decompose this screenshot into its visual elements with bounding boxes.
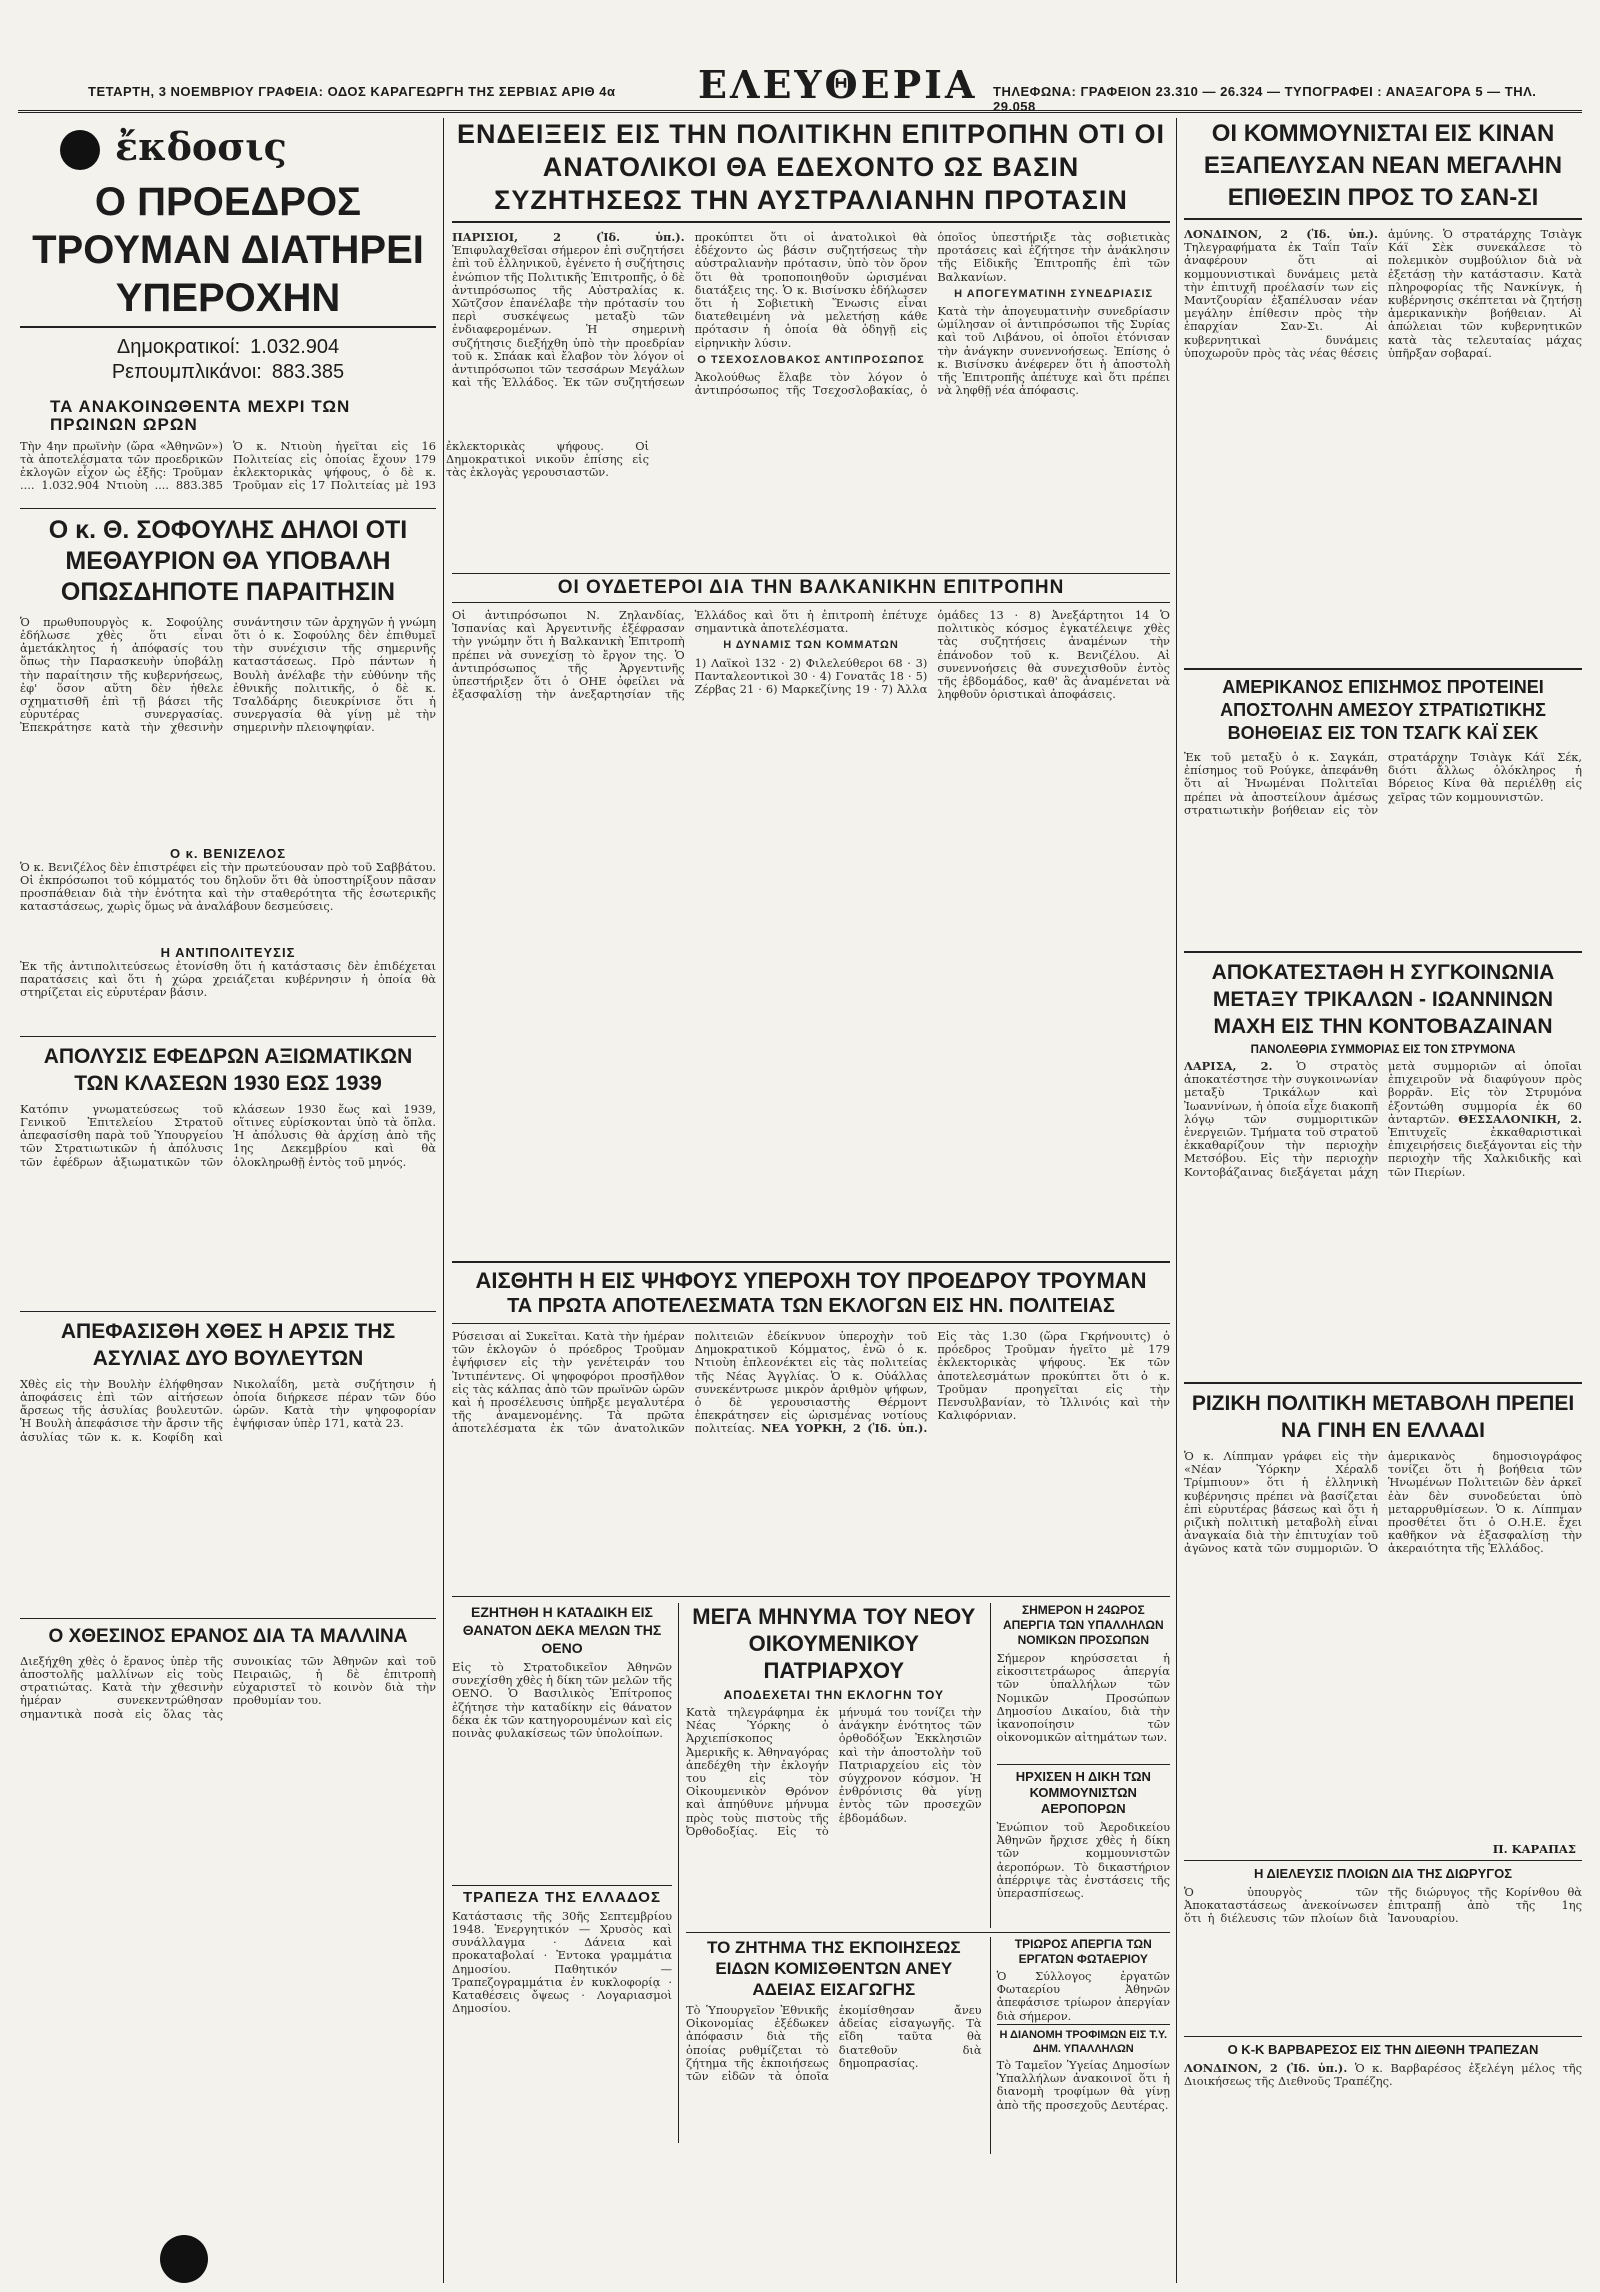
airmen-trial-headline: ΗΡΧΙΣΕΝ Η ΔΙΚΗ ΤΩΝ ΚΟΜΜΟΥΝΙΣΤΩΝ ΑΕΡΟΠΟΡΩΝ bbox=[997, 1764, 1170, 1817]
democrats-row bbox=[20, 336, 436, 359]
article-byline: Π. ΚΑΡΑΠΑΣ bbox=[1492, 1842, 1576, 1856]
thessaloniki-dateline: ΘΕΣΣΑΛΟΝΙΚΗ, 2. bbox=[1458, 1111, 1582, 1126]
woollens-article: Διεξήχθη χθὲς ὁ ἔρανος ὑπὲρ τῆς ἀποστολῆς μαλλίνων εἰς τοὺς στρατιώτας. Κατὰ τὴν χθεσινὴν ἡμέραν συνεκεντρώθησαν σημαντικὰ ποσὰ εἰς ὅλας τὰς συνοικίας τῶν Ἀθηνῶν καὶ τοῦ Πειραιῶς, ἡ δὲ ἐπιτροπὴ εὐχαριστεῖ τὸ κοινὸν διὰ τὴν προθυμίαν του. bbox=[20, 1653, 436, 1721]
results-article: Τὴν 4ην πρωϊνὴν (ὥρα «Ἀθηνῶν») τὰ ἀποτελέσματα τῶν προεδρικῶν ἐκλογῶν εἶχον ὡς ἑξῆς: Τροῦμαν .... 1.032.904 Ντιοὺη .... 883.385 Ὁ κ. Ντιοὺη ἡγεῖται εἰς 16 Πολιτείας εἰς ὁποίας ἔχουν 179 ἐκλεκτορικὰς ψήφους, ὁ δὲ κ. Τροῦμαν εἰς 17 Πολιτείας μὲ 193 ἐκλεκτορικὰς ψήφους. Οἱ Δημοκρατικοὶ νικοῦν ἐπίσης εἰς τὰς ἐκλογὰς γερουσιαστῶν. bbox=[20, 438, 649, 493]
patriarch-headline: ΜΕΓΑ ΜΗΝΥΜΑ ΤΟΥ ΝΕΟΥ ΟΙΚΟΥΜΕΝΙΚΟΥ ΠΑΤΡΙΑΡΧΟΥ bbox=[692, 1604, 976, 1684]
patriarch-subhead: ΑΠΟΔΕΧΕΤΑΙ ΤΗΝ ΕΚΛΟΓΗΝ ΤΟΥ bbox=[723, 1688, 945, 1703]
political-change-article: Ὁ κ. Λίππμαν γράφει εἰς τὴν «Νέαν Ὑόρκην Χέραλδ Τρίμπιουν» ὅτι ἡ ἑλληνικὴ κυβέρνησις πρέπει νὰ βασίζεται ἐπὶ εὐρυτέρας βάσεως καὶ ὅτι ἡ ριζικὴ πολιτικὴ μεταβολὴ εἶναι ἀναγκαία διὰ τὴν ἐπιτυχίαν τοῦ ἀγῶνος κατὰ τῶν συμμοριῶν. Ὁ ἀμερικανὸς δημοσιογράφος τονίζει ὅτι ἡ βοήθεια τῶν Ἡνωμένων Πολιτειῶν δὲν ἀρκεῖ ἐὰν δὲν συνοδεύεται ὑπὸ μεταρρυθμίσεων. Ὁ κ. Λίππμαν προσθέτει ὅτι ὁ Ο.Η.Ε. ἔχει καθῆκον νὰ ἐξασφαλίσῃ τὴν ἀκεραιότητα τῆς Ἑλλάδος. bbox=[1184, 1449, 1582, 1556]
canal-article: Ὁ ὑπουργὸς τῶν Ἀποκαταστάσεως ἀνεκοίνωσεν ὅτι ἡ διέλευσις τῶν πλοίων διὰ τῆς διώρυγος τῆς Κορίνθου θὰ ἐπιτραπῇ ἀπὸ τῆς 1ης Ἰανουαρίου. bbox=[1184, 1885, 1582, 1926]
election-article bbox=[452, 1330, 1170, 1592]
immunity-article: Χθὲς εἰς τὴν Βουλὴν ἐλήφθησαν ἀποφάσεις ἐπὶ τῶν αἰτήσεων ἄρσεως τῆς ἀσυλίας βουλευτῶν. Ἡ Βουλὴ ἀπεφάσισε τὴν ἄρσιν τῆς ἀσυλίας τῶν κ. κ. Κοφίδη καὶ Νικολαΐδη, μετὰ συζήτησιν ἡ ὁποία διήρκεσε πέραν τῶν δύο ὡρῶν. Κατὰ τὴν ψηφοφορίαν ἐψήφισαν ὑπὲρ 171, κατὰ 23. bbox=[20, 1376, 436, 1444]
political-change-headline: ΡΙΖΙΚΗ ΠΟΛΙΤΙΚΗ ΜΕΤΑΒΟΛΗ ΠΡΕΠΕΙ ΝΑ ΓΙΝΗ ΕΝ ΕΛΛΑΔΙ bbox=[1184, 1382, 1582, 1444]
imports-headline: ΤΟ ΖΗΤΗΜΑ ΤΗΣ ΕΚΠΟΙΗΣΕΩΣ ΕΙΔΩΝ ΚΟΜΙΣΘΕΝΤΩΝ ΑΝΕΥ ΑΔΕΙΑΣ ΕΙΣΑΓΩΓΗΣ bbox=[707, 1938, 961, 2000]
oeno-headline: ΕΖΗΤΗΘΗ Η ΚΑΤΑΔΙΚΗ ΕΙΣ ΘΑΝΑΤΟΝ ΔΕΚΑ ΜΕΛΩΝ ΤΗΣ ΟΕΝΟ bbox=[462, 1604, 662, 1657]
middle-column bbox=[452, 118, 1170, 2288]
first-results-headline: ΤΑ ΠΡΩΤΑ ΑΠΟΤΕΛΕΣΜΑΤΑ ΤΩΝ ΕΚΛΟΓΩΝ ΕΙΣ ΗΝ. ΠΟΛΙΤΕΙΑΣ bbox=[452, 1292, 1170, 1324]
gas-block bbox=[990, 1937, 1170, 2154]
political-world-body: Ὁ πολιτικὸς κόσμος ἐγκατέλειψε χθὲς τὰς συζητήσεις ἀναμένων τὴν ἐπάνοδον τοῦ κ. Βενιζέλου. Αἱ συνεννοήσεις θὰ συνεχισθοῦν ἐντὸς τῆς ἑβδομάδος, καθ' ἃς ἀναμένεται νὰ ληφθοῦν ὁριστικαὶ ἀποφάσεις. bbox=[937, 607, 1170, 702]
gas-strike-article: Ὁ Σύλλογος ἐργατῶν Φωταερίου Ἀθηνῶν ἀπεφάσισε τρίωρον ἀπεργίαν διὰ σήμερον. bbox=[996, 1969, 1170, 2023]
newspaper-title: ΕΛΕΥΘΕΡΙΑ bbox=[698, 62, 978, 107]
paris-dateline: ΠΑΡΙΣΙΟΙ, 2 (Ἰδ. ὑπ.). bbox=[452, 230, 685, 244]
patriarch-and-strike-row bbox=[686, 1603, 1170, 1928]
lawyers-strike-article: Σήμερον κηρύσσεται ἡ εἰκοσιτετράωρος ἀπεργία τῶν ὑπαλλήλων τῶν Νομικῶν Προσώπων Δημοσίου Δικαίου, διὰ τὴν ἱκανοποίησιν τῶν οἰκονομικῶν αἰτημάτων των. bbox=[996, 1651, 1170, 1745]
immunity-headline: ΑΠΕΦΑΣΙΣΘΗ ΧΘΕΣ Η ΑΡΣΙΣ ΤΗΣ ΑΣΥΛΙΑΣ ΔΥΟ ΒΟΥΛΕΥΤΩΝ bbox=[20, 1311, 436, 1372]
column-rule bbox=[1176, 118, 1177, 2283]
political-committee-headline: ΕΝΔΕΙΞΕΙΣ ΕΙΣ ΤΗΝ ΠΟΛΙΤΙΚΗΝ ΕΠΙΤΡΟΠΗΝ ΟΤΙ ΟΙ ΑΝΑΤΟΛΙΚΟΙ ΘΑ ΕΔΕΧΟΝΤΟ ΩΣ ΒΑΣΙΝ ΣΥΖΗΤΗΣΕΩΣ ΤΗΝ ΑΥΣΤΡΑΛΙΑΝΗΝ ΠΡΟΤΑΣΙΝ bbox=[452, 118, 1170, 223]
patriarch-block bbox=[686, 1603, 982, 1928]
truman-lead-headline: ΑΙΣΘΗΤΗ Η ΕΙΣ ΨΗΦΟΥΣ ΥΠΕΡΟΧΗ ΤΟΥ ΠΡΟΕΔΡΟΥ ΤΡΟΥΜΑΝ bbox=[452, 1261, 1170, 1292]
venizelos-article: Ὁ κ. Βενιζέλος δὲν ἐπιστρέφει εἰς τὴν πρωτεύουσαν πρὸ τοῦ Σαββάτου. Οἱ ἐκπρόσωποι τοῦ κόμματός του δηλοῦν ὅτι θὰ ὑποστηρίξουν πᾶσαν προσπάθειαν διὰ τὴν ἑνότητα καὶ τὴν σταθερότητα τῆς ἐσωτερικῆς καταστάσεως, χωρὶς ὅμως νὰ ἀναλάβουν δεσμεύσεις. bbox=[20, 859, 436, 914]
trikala-body: Ὁ στρατὸς ἀποκατέστησε τὴν συγκοινωνίαν μεταξὺ Τρικάλων καὶ Ἰωαννίνων, ἡ ὁποία εἶχε διακοπῆ λόγῳ τῶν συμμοριτικῶν ἐνεργειῶν. Τμήματα τοῦ στρατοῦ ἐκκαθαρίζουν τὴν περιοχὴν Μετσόβου. Εἰς τὴν περιοχὴν Κοντοβάζαινας διεξάγεται μάχη μετὰ συμμοριῶν αἱ ὁποῖαι ἐπιχειροῦν νὰ διαφύγουν πρὸς βορρᾶν. Εἰς τὸν Στρυμόνα ἐξοντώθη συμμορία ἐκ 60 ἀνταρτῶν. bbox=[1184, 1059, 1582, 1179]
ink-blot bbox=[60, 130, 100, 170]
czech-delegate-subhead: Ο ΤΣΕΧΟΣΛΟΒΑΚΟΣ ΑΝΤΙΠΡΟΣΩΠΟΣ bbox=[697, 353, 925, 366]
china-body: Τηλεγραφήματα ἐκ Ταΐπ Ταΐν ἀναφέρουν ὅτι αἱ κομμουνιστικαὶ δυνάμεις μετὰ τὴν ἐπιτυχῆ προέλασίν των εἰς Μαντζουρίαν ἐξαπέλυσαν νέαν μεγάλην ἐπίθεσιν πρὸς τὴν ἐπαρχίαν Σαν-Σι. Αἱ κυβερνητικαὶ δυνάμεις ὑποχωροῦν πρὸς τὰς νέας θέσεις ἀμύνης. Ὁ στρατάρχης Τσιὰγκ Κάϊ Σὲκ συνεκάλεσε τὸ πολεμικὸν συμβούλιον διὰ νὰ ἐξετάσῃ τὴν κατάστασιν. Κατὰ πληροφορίας τῆς Νανκίνγκ, ἡ κυβέρνησις σκέπτεται νὰ ζητήσῃ ἀμερικανικὴν βοήθειαν. Αἱ ἀπώλειαι τῶν κυβερνητικῶν κατὰ τὰς τελευταίας μάχας ὑπῆρξαν σοβαραί. bbox=[1184, 227, 1582, 360]
strike-block bbox=[990, 1603, 1170, 1928]
opposition-article: Ἐκ τῆς ἀντιπολιτεύσεως ἐτονίσθη ὅτι ἡ κατάστασις δὲν ἐπιδέχεται παρατάσεις καὶ ὅτι ἡ χώρα χρειάζεται κυβέρνησιν ἡ ὁποία θὰ στηρίζεται εἰς εὐρυτέραν βάσιν. bbox=[20, 958, 436, 1000]
food-distribution-article: Τὸ Ταμεῖον Ὑγείας Δημοσίων Ὑπαλλήλων ἀνακοινοῖ ὅτι ἡ διανομὴ τροφίμων θὰ γίνῃ ἀπὸ τῆς προσεχοῦς Δευτέρας. bbox=[996, 2058, 1170, 2112]
varvaresos-body: Ὁ κ. Βαρβαρέσος ἐξελέγη μέλος τῆς Διοικήσεως τῆς Διεθνοῦς Τραπέζης. bbox=[1184, 2061, 1582, 2089]
china-headline: ΟΙ ΚΟΜΜΟΥΝΙΣΤΑΙ ΕΙΣ ΚΙΝΑΝ ΕΞΑΠΕΛΥΣΑΝ ΝΕΑΝ ΜΕΓΑΛΗΝ ΕΠΙΘΕΣΙΝ ΠΡΟΣ ΤΟ ΣΑΝ-ΣΙ bbox=[1184, 118, 1582, 220]
truman-headline: Ο ΠΡΟΕΔΡΟΣ ΤΡΟΥΜΑΝ ΔΙΑΤΗΡΕΙ ΥΠΕΡΟΧΗΝ bbox=[20, 178, 436, 328]
republicans-value: 883.385 bbox=[271, 361, 345, 383]
gas-strike-headline: ΤΡΙΩΡΟΣ ΑΠΕΡΓΙΑ ΤΩΝ ΕΡΓΑΤΩΝ ΦΩΤΑΕΡΙΟΥ bbox=[1014, 1937, 1152, 1967]
afternoon-session-body: Κατὰ τὴν ἀπογευματινὴν συνεδρίασιν ὡμίλησαν οἱ ἀντιπρόσωποι τῆς Συρίας καὶ τοῦ Λιβάνου, οἱ ὁποῖοι ἐτόνισαν τὴν ἀνάγκην συνεννοήσεως. bbox=[937, 304, 1170, 358]
trikala-article bbox=[1184, 1060, 1582, 1382]
czech-delegate-body: Ἀκολούθως ἔλαβε τὸν λόγον ὁ ἀντιπρόσωπος τῆς Τσεχοσλοβακίας, ὁ ὁποῖος ὑπεστήριξε τὰς σοβιετικὰς προτάσεις καὶ ἐζήτησε τὴν ἀνάκλησιν τῆς Εἰδικῆς Ἐπιτροπῆς ἐπὶ τῶν Βαλκανίων. bbox=[694, 230, 1170, 398]
reservists-headline: ΑΠΟΛΥΣΙΣ ΕΦΕΔΡΩΝ ΑΞΙΩΜΑΤΙΚΩΝ ΤΩΝ ΚΛΑΣΕΩΝ 1930 ΕΩΣ 1939 bbox=[20, 1036, 436, 1097]
ink-blot bbox=[160, 2235, 208, 2283]
lawyers-strike-headline: ΣΗΜΕΡΟΝ Η 24ΩΡΟΣ ΑΠΕΡΓΙΑ ΤΩΝ ΥΠΑΛΛΗΛΩΝ ΝΟΜΙΚΩΝ ΠΡΟΣΩΠΩΝ bbox=[1002, 1603, 1164, 1648]
london-dateline-2: ΛΟΝΔΙΝΟΝ, 2 (Ἰδ. ὑπ.). bbox=[1184, 2061, 1348, 2075]
afternoon-session-subhead: Η ΑΠΟΓΕΥΜΑΤΙΝΗ ΣΥΝΕΔΡΙΑΣΙΣ bbox=[954, 287, 1154, 300]
canal-headline: Η ΔΙΕΛΕΥΣΙΣ ΠΛΟΙΩΝ ΔΙΑ ΤΗΣ ΔΙΩΡΥΓΟΣ bbox=[1184, 1860, 1582, 1882]
masthead bbox=[18, 62, 1582, 113]
us-aid-article: Ἐκ τοῦ μεταξὺ ὁ κ. Σαγκάπ, ἐπίσημος τοῦ Ρούγκε, ἀπεφάνθη ὅτι αἱ Ἡνωμέναι Πολιτεῖαι πρέπει νὰ ἀποστείλουν ἀμέσως στρατιωτικὴν βοήθειαν εἰς τὸν στρατάρχην Τσιὰγκ Κάϊ Σέκ, διότι ἄλλως ὁλόκληρος ἡ Βόρειος Κίνα θὰ περιέλθῃ εἰς χεῖρας τῶν κομμουνιστῶν. bbox=[1184, 750, 1582, 817]
right-column bbox=[1184, 118, 1582, 2288]
thessaloniki-body: Ἐπιτυχεῖς ἐκκαθαριστικαὶ ἐπιχειρήσεις διεξάγονται εἰς τὴν περιοχὴν τῆς Χαλκιδικῆς καὶ τῶν Πιερίων. bbox=[1388, 1125, 1582, 1179]
bank-headline: ΤΡΑΠΕΖΑ ΤΗΣ ΕΛΛΑΔΟΣ bbox=[452, 1885, 672, 1906]
trikala-headline: ΑΠΟΚΑΤΕΣΤΑΘΗ Η ΣΥΓΚΟΙΝΩΝΙΑ ΜΕΤΑΞΥ ΤΡΙΚΑΛΩΝ - ΙΩΑΝΝΙΝΩΝ ΜΑΧΗ ΕΙΣ ΤΗΝ ΚΟΝΤΟΒΑΖΑΙΝΑΝ bbox=[1184, 951, 1582, 1040]
china-article bbox=[1184, 228, 1582, 668]
imports-article: Τὸ Ὑπουργεῖον Ἐθνικῆς Οἰκονομίας ἐξέδωκεν ἀπόφασιν διὰ τῆς ὁποίας ρυθμίζεται τὸ ζήτημα τῆς ἐκποιήσεως τῶν εἰδῶν τὰ ὁποῖα ἐκομίσθησαν ἄνευ ἀδείας εἰσαγωγῆς. Τὰ εἴδη ταῦτα θὰ διατεθοῦν διὰ δημοπρασίας. bbox=[686, 2003, 982, 2084]
varvaresos-headline: Ο Κ-Κ ΒΑΡΒΑΡΕΣΟΣ ΕΙΣ ΤΗΝ ΔΙΕΘΝΗ ΤΡΑΠΕΖΑΝ bbox=[1184, 2036, 1582, 2058]
republicans-row bbox=[20, 361, 436, 384]
lower-middle-section bbox=[452, 1596, 1170, 2157]
column-rule bbox=[443, 118, 444, 2283]
election-body: Ρύσεισαι αἱ Συκεῖται. Κατὰ τὴν ἡμέραν τῶν ἐκλογῶν ὁ πρόεδρος Τροῦμαν ἐψήφισεν εἰς τὴν γενέτειράν του Ἰντιπέντενς. Οἱ ψηφοφόροι προσῆλθον εἰς τὰς κάλπας ἀπὸ τῶν πρωϊνῶν ὡρῶν καὶ ἡ προσέλευσις ὑπῆρξε μεγαλυτέρα τῆς ἀναμενομένης. Τὰ πρῶτα ἀποτελέσματα ἐκ τῶν ἀνατολικῶν πολιτειῶν ἐδείκνυον ὑπεροχὴν τοῦ Δημοκρατικοῦ Κόμματος, ἐνῶ ὁ κ. Ντιοὺη ἐπλεονέκτει εἰς τὰς πολιτείας τῆς Νέας Ἀγγλίας. Ὁ κ. Οὐάλλας συνεκέντρωσε μικρὸν ἀριθμὸν ψήφων, ὁ δὲ γερουσιαστὴς Θέρμοντ ἐπεκράτησεν εἰς ὡρισμένας νοτίους πολιτείας. bbox=[452, 1329, 928, 1436]
imports-and-gas-row bbox=[686, 1932, 1170, 2154]
bank-statement: Κατάστασις τῆς 30ῆς Σεπτεμβρίου 1948. Ἐνεργητικόν — Χρυσὸς καὶ συνάλλαγμα · Δάνεια καὶ προκαταβολαί · Ἐντοκα γραμμάτια Δημοσίου. Παθητικόν — Τραπεζογραμμάτια ἐν κυκλοφορίᾳ · Καταθέσεις ὄψεως · Λογαριασμοὶ Δημοσίου. bbox=[452, 1908, 672, 2016]
sofoulis-article: Ὁ πρωθυπουργὸς κ. Σοφούλης ἐδήλωσε χθὲς ὅτι εἶναι ἀμετάκλητος ἡ ἀπόφασίς του ὅπως τὴν Παρασκευὴν ὑποβάλῃ τὴν παραίτησιν τῆς κυβερνήσεως, ἐφ' ὅσον αὕτη δὲν ἠθελε σχηματισθῆ ἐπὶ τῇ βάσει τῆς εὐρυτέρας συνεργασίας. Ἐπεκράτησε κατὰ τὴν χθεσινὴν συνάντησιν τῶν ἀρχηγῶν ἡ γνώμη ὅτι ὁ κ. Σοφούλης δὲν ἐπιθυμεῖ τὴν συνέχισιν τῆς σημερινῆς καταστάσεως. Πρὸ πάντων ἡ Βουλὴ ἀνέλαβε τὴν εὐθύνην τῆς ἐθνικῆς πολιτικῆς, ὁ δὲ κ. Τσαλδάρης διευκρίνισε ὅτι ἡ συνεργασία θὰ γίνῃ μὲ τὴν σημερινὴν πλειοψηφίαν. bbox=[20, 614, 436, 735]
imports-block bbox=[686, 1937, 982, 2154]
party-strength-list: 1) Λαϊκοὶ 132 · 2) Φιλελεύθεροι 68 · 3) Πανταλεοντικοὶ 30 · 4) Γονατᾶς 18 · 5) Ζέρβας 21 · 6) Μαρκεζίνης 19 · 7) Ἀλλα ὁμάδες 13 · 8) Ἀνεξάρτητοι 14 bbox=[694, 607, 1150, 696]
political-committee-body: Ἐπιφυλαχθεῖσαι σήμερον ἐπὶ συζητήσει ἐπὶ τοῦ ἑλληνικοῦ, ἐγένετο ἡ συζήτησις ἐνώπιον τῆς Πολιτικῆς Ἐπιτροπῆς, ὁ δὲ ἀντιπρόσωπος τῆς Αὐστραλίας κ. Χῶτζσον ἐπανέλαβε τὴν πρότασίν του περὶ συσκέψεως μεταξὺ τῶν ἐνδιαφερομένων. Ἡ σημερινὴ συζήτησις διεξήχθη ὑπὸ τὴν προεδρίαν τοῦ κ. Σπάακ καὶ ἔλαβον τὸν λόγον οἱ ἀντιπρόσωποι τῶν τεσσάρων Μεγάλων καὶ τῆς Ἑλλάδος. Ἐκ τῶν συζητήσεων προκύπτει ὅτι οἱ ἀνατολικοὶ θὰ ἐδέχοντο ὡς βάσιν συζητήσεως τὴν αὐστραλιανὴν πρότασιν, ὑπὸ τὸν ὅρον ὅτι θὰ τροποποιηθοῦν ὡρισμέναι διατάξεις της. Ὁ κ. Βισίνσκυ ἐδήλωσεν ὅτι ἡ Σοβιετικὴ Ἕνωσις εἶναι διατεθειμένη νὰ μελετήσῃ κάθε πρότασιν ἡ ὁποία θὰ ὁδηγῇ εἰς εἰρηνικὴν λύσιν. bbox=[452, 230, 928, 390]
woollens-headline: Ο ΧΘΕΣΙΝΟΣ ΕΡΑΝΟΣ ΔΙΑ ΤΑ ΜΑΛΛΙΝΑ bbox=[20, 1618, 436, 1649]
neutrals-headline: ΟΙ ΟΥΔΕΤΕΡΟΙ ΔΙΑ ΤΗΝ ΒΑΛΚΑΝΙΚΗΝ ΕΠΙΤΡΟΠΗΝ bbox=[452, 573, 1170, 603]
london-dateline: ΛΟΝΔΙΝΟΝ, 2 (Ἰδ. ὑπ.). bbox=[1184, 227, 1378, 241]
strymon-subhead: ΠΑΝΟΛΕΘΡΙΑ ΣΥΜΜΟΡΙΑΣ ΕΙΣ ΤΟΝ ΣΤΡΥΜΟΝΑ bbox=[1250, 1044, 1516, 1056]
column-rule bbox=[678, 1603, 679, 2143]
neutrals-body: Οἱ ἀντιπρόσωποι Ν. Ζηλανδίας, Ἰσπανίας καὶ Ἀργεντινῆς ἐξέφρασαν τὴν γνώμην ὅτι ἡ Βαλκανικὴ Ἐπιτροπὴ πρέπει νὰ συνεχίσῃ τὸ ἔργον της. Ὁ ἀντιπρόσωπος τῆς Ἀργεντινῆς ὑπεστήριξεν ὅτι ὁ ΟΗΕ ὀφείλει νὰ ἐξασφαλίσῃ τὴν ἀνεξαρτησίαν τῆς Ἑλλάδος καὶ ὅτι ἡ ἐπιτροπὴ ἐπέτυχε σημαντικὰ ἀποτελέσματα. bbox=[452, 607, 928, 702]
opposition-subhead: Η ΑΝΤΙΠΟΛΙΤΕΥΣΙΣ bbox=[160, 944, 296, 960]
new-york-dateline: ΝΕΑ ΥΟΡΚΗ, 2 (Ἰδ. ὑπ.). bbox=[761, 1421, 928, 1436]
larisa-dateline: ΛΑΡΙΣΑ, 2. bbox=[1184, 1059, 1273, 1073]
democrats-label: Δημοκρατικοί: bbox=[116, 336, 241, 358]
vyshinsky-body: Ἐπίσης ὁ κ. Βισίνσκυ ἀνέφερεν ὅτι ἡ ἀποστολὴ τῆς Ἐπιτροπῆς ἀπέτυχε καὶ ὅτι πρέπει νὰ ληφθῇ νέα ἀπόφασις. bbox=[937, 343, 1170, 398]
airmen-trial-article: Ἐνώπιον τοῦ Ἀεροδικείου Ἀθηνῶν ἤρχισε χθὲς ἡ δίκη τῶν κομμουνιστῶν ἀεροπόρων. Τὸ δικαστήριον ἀπέρριψε τὰς ἐνστάσεις τῆς ὑπερασπίσεως. bbox=[996, 1820, 1170, 1901]
edition-kicker: ἔκδοσις bbox=[115, 124, 287, 169]
masthead-phones: ΤΗΛΕΦΩΝΑ: ΓΡΑΦΕΙΟΝ 23.310 — 26.324 — ΤΥΠΟΓΡΑΦΕΙ : ΑΝΑΞΑΓΟΡΑ 5 — ΤΗΛ. 29.058 bbox=[993, 84, 1537, 114]
political-committee-article bbox=[452, 231, 1170, 569]
venizelos-subhead: Ο κ. ΒΕΝΙΖΕΛΟΣ bbox=[169, 845, 287, 861]
new-york-body: Εἰς τὰς 1.30 (ὥρα Γκρήνουιτς) ὁ πρόεδρος Τροῦμαν ἡγεῖτο μὲ 179 ἐκλεκτορικὰς ψήφους. Ἐκ τῶν ἀποτελεσμάτων προκύπτει ὅτι ὁ κ. Τροῦμαν προηγεῖται εἰς τὴν Πενσυλβανίαν, τὸ Ἰλλινόις καὶ τὴν Καλιφόρνιαν. bbox=[937, 1329, 1170, 1423]
democrats-value: 1.032.904 bbox=[250, 336, 340, 358]
results-subhead: ΤΑ ΑΝΑΚΟΙΝΩΘΕΝΤΑ ΜΕΧΡΙ ΤΩΝ ΠΡΩΙΝΩΝ ΩΡΩΝ bbox=[50, 397, 351, 434]
food-distribution-headline: Η ΔΙΑΝΟΜΗ ΤΡΟΦΙΜΩΝ ΕΙΣ Τ.Υ. ΔΗΜ. ΥΠΑΛΛΗΛΩΝ bbox=[997, 2024, 1170, 2056]
lower-middle-left bbox=[452, 1603, 672, 2153]
varvaresos-article bbox=[1184, 2062, 1582, 2112]
masthead-date-address: ΤΕΤΑΡΤΗ, 3 ΝΟΕΜΒΡΙΟΥ ΓΡΑΦΕΙΑ: ΟΔΟΣ ΚΑΡΑΓΕΩΡΓΗ ΤΗΣ ΣΕΡΒΙΑΣ ΑΡΙΘ 4α bbox=[88, 84, 616, 99]
republicans-label: Ρεπουμπλικάνοι: bbox=[111, 361, 262, 383]
kicker-row bbox=[20, 118, 436, 178]
sofoulis-headline: Ο κ. Θ. ΣΟΦΟΥΛΗΣ ΔΗΛΟΙ ΟΤΙ ΜΕΘΑΥΡΙΟΝ ΘΑ ΥΠΟΒΑΛΗ ΟΠΩΣΔΗΠΟΤΕ ΠΑΡΑΙΤΗΣΙΝ bbox=[20, 508, 436, 608]
patriarch-article: Κατὰ τηλεγράφημα ἐκ Νέας Ὑόρκης ὁ Ἀρχιεπίσκοπος Ἀμερικῆς κ. Ἀθηναγόρας ἀπεδέχθη τὴν ἐκλογήν του εἰς τὸν Οἰκουμενικὸν Θρόνον καὶ ἀπηύθυνε μήνυμα πρὸς τοὺς πιστοὺς τῆς Ὀρθοδοξίας. Εἰς τὸ μήνυμά του τονίζει τὴν ἀνάγκην ἑνότητος τῶν ὀρθοδόξων Ἐκκλησιῶν καὶ τὴν ἀποστολὴν τοῦ Πατριαρχείου εἰς τὸν σύγχρονον κόσμον. Ἡ ἐνθρόνισις θὰ γίνῃ ἐντὸς τῶν προσεχῶν ἑβδομάδων. bbox=[686, 1705, 982, 1838]
lower-middle-right bbox=[686, 1603, 1170, 2153]
reservists-article: Κατόπιν γνωματεύσεως τοῦ Γενικοῦ Ἐπιτελείου Στρατοῦ ἀπεφασίσθη παρὰ τοῦ Ὑπουργείου τῶν Στρατιωτικῶν ἡ ἀπόλυσις τῶν ἐφέδρων ἀξιωματικῶν τῶν κλάσεων 1930 ἕως καὶ 1939, οἵτινες εὑρίσκονται ὑπὸ τὰ ὅπλα. Ἡ ἀπόλυσις θὰ ἀρχίσῃ ἀπὸ τῆς 1ης Δεκεμβρίου καὶ θὰ ὁλοκληρωθῇ ἐντὸς τοῦ μηνός. bbox=[20, 1101, 436, 1169]
us-aid-headline: ΑΜΕΡΙΚΑΝΟΣ ΕΠΙΣΗΜΟΣ ΠΡΟΤΕΙΝΕΙ ΑΠΟΣΤΟΛΗΝ ΑΜΕΣΟΥ ΣΤΡΑΤΙΩΤΙΚΗΣ ΒΟΗΘΕΙΑΣ ΕΙΣ ΤΟΝ ΤΣΑΓΚ ΚΑΪ ΣΕΚ bbox=[1184, 668, 1582, 745]
oeno-article: Εἰς τὸ Στρατοδικεῖον Ἀθηνῶν συνεχίσθη χθὲς ἡ δίκη τῶν μελῶν τῆς ΟΕΝΟ. Ὁ Βασιλικὸς Ἐπίτροπος ἐζήτησε τὴν καταδίκην εἰς θάνατον δέκα ἐκ τῶν κατηγορουμένων καὶ εἰς ποινὰς φυλακίσεως τῶν ὑπολοίπων. bbox=[452, 1660, 672, 1741]
party-strength-subhead: Η ΔΥΝΑΜΙΣ ΤΩΝ ΚΟΜΜΑΤΩΝ bbox=[723, 639, 899, 652]
neutrals-article bbox=[452, 609, 1170, 1257]
